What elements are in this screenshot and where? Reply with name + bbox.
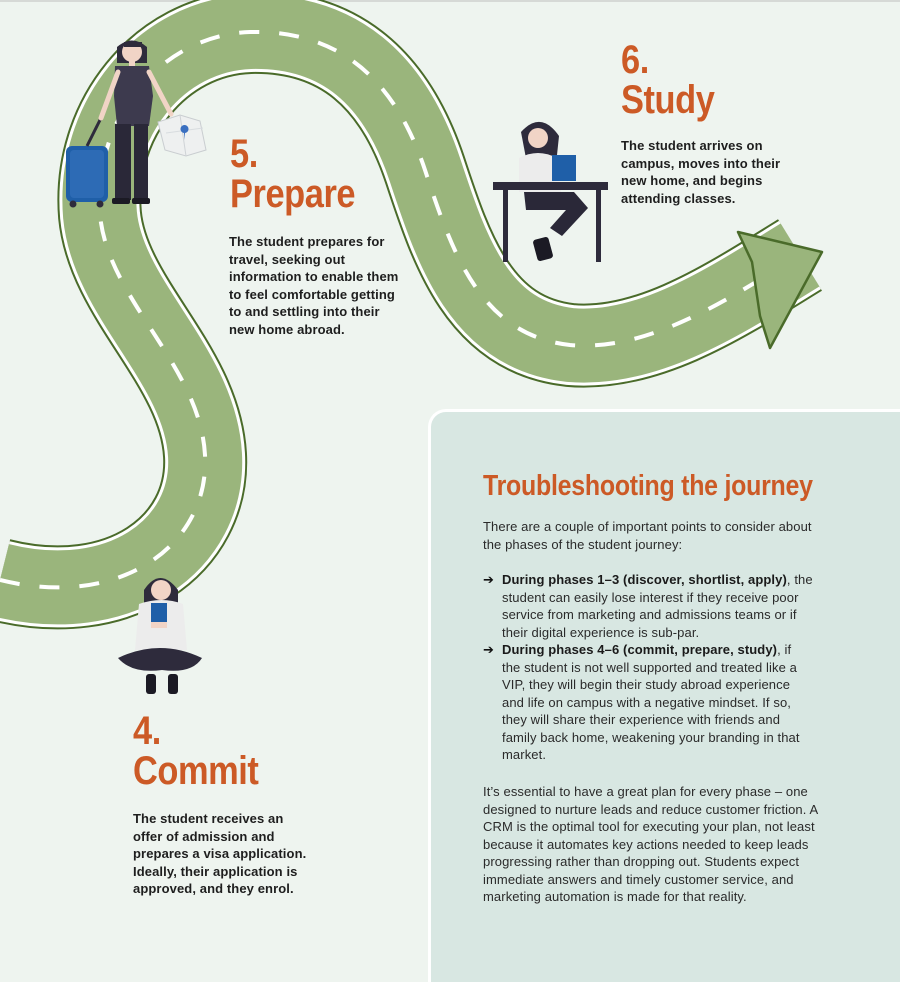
list-item [483,641,813,764]
phase-6-description: The student arrives on campus, moves into their new home, and begins attending classes. [621,138,781,206]
troubleshooting-intro: There are a couple of important points to consider about the phases of the student journey: [483,519,812,552]
phase-4-description: The student receives an offer of admission and prepares a visa application. Ideally, their application is approved, and they enrol. [133,811,307,896]
phase-6-number: 6. [621,38,649,82]
map-icon [158,115,206,156]
bullet-2-bold: During phases 4–6 (commit, prepare, study) [502,642,778,657]
phase-6-title: Study [621,78,715,122]
troubleshooting-outro: It’s essential to have a great plan for every phase – one designed to nurture leads and reduce customer friction. A CRM is the optimal tool for executing your plan, not least because it automates key actions needed to keep leads progressing rather than dropping out. Students expect immediate answers and timely customer service, and marketing automation is made for that reality. [483,784,818,904]
phase-4-title: Commit [133,749,259,793]
phase-5-number: 5. [230,132,258,176]
troubleshooting-title: Troubleshooting the journey [483,470,813,502]
phase-5-description: The student prepares for travel, seeking out information to enable them to feel comfortable getting to and settling into their new home abroad. [229,234,399,337]
troubleshooting-bullet-list [483,571,813,764]
bullet-1-bold: During phases 1–3 (discover, shortlist, apply) [502,572,787,587]
phase-4-number: 4. [133,709,161,753]
arrow-right-icon: ➔ [483,642,494,657]
student-at-desk-icon [493,122,608,262]
phase-5-title: Prepare [230,172,356,216]
bullet-2-text: , if the student is not well supported and treated like a VIP, they will begin their study abroad experience and life on campus with a negative mindset. If so, they will share their experience with friends and family back home, weakening your branding in that market. [502,642,800,762]
list-item [483,571,813,641]
bullet-1-text: , the student can easily lose interest if they receive poor service from marketing and admissions teams or if their digital experience is sub-par. [502,572,813,640]
arrow-right-icon: ➔ [483,572,494,587]
